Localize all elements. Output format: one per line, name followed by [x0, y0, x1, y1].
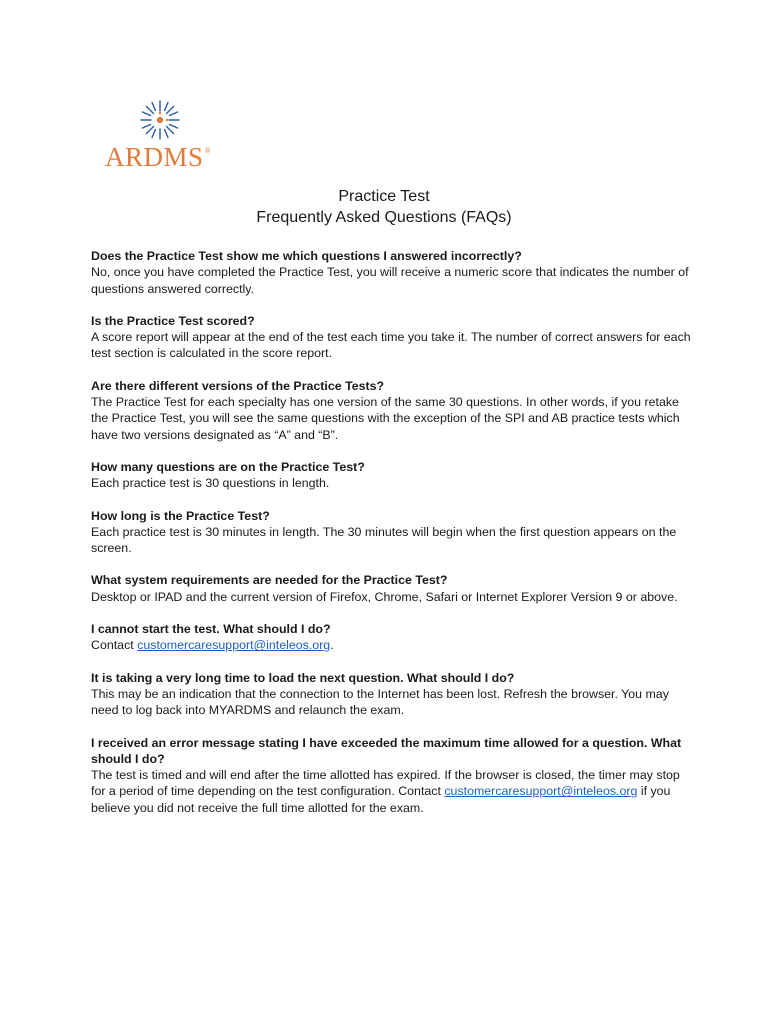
faq-item: [91, 670, 691, 719]
faq-item: [91, 735, 691, 816]
faq-item: [91, 313, 691, 362]
faq-answer: No, once you have completed the Practice Test, you will receive a numeric score that indicates the number of questions answered correctly.: [91, 265, 689, 296]
title-line-2: Frequently Asked Questions (FAQs): [256, 209, 512, 226]
faq-item: [91, 508, 691, 557]
support-email-link[interactable]: customercaresupport@inteleos.org: [137, 638, 331, 653]
faq-question: How long is the Practice Test?: [91, 508, 270, 523]
faq-answer: This may be an indication that the connection to the Internet has been lost. Refresh the browser. You may need to log back into MYARDMS and relaunch the exam.: [91, 686, 669, 718]
logo-text: ARDMS: [105, 142, 204, 172]
faq-item: [91, 621, 691, 654]
answer-text: .: [330, 638, 334, 653]
faq-answer: A score report will appear at the end of the test each time you take it. The number of correct answers for each test section is calculated in the score report.: [91, 330, 691, 361]
faq-question: Does the Practice Test show me which questions I answered incorrectly?: [91, 249, 522, 263]
faq-answer: [91, 637, 691, 653]
faq-item: [91, 378, 691, 443]
faq-answer: The Practice Test for each specialty has one version of the same 30 questions. In other words, if you retake the Practice Test, you will see the same questions with the exception of the SPI and AB practice tests which have two versions designated as “A” and “B”.: [91, 395, 680, 442]
faq-item: [91, 459, 691, 492]
title-line-1: Practice Test: [338, 188, 430, 205]
faq-answer: Desktop or IPAD and the current version of Firefox, Chrome, Safari or Internet Explorer Version 9 or above.: [91, 589, 678, 604]
logo-wordmark: [105, 142, 211, 173]
faq-answer: Each practice test is 30 minutes in length. The 30 minutes will begin when the first question appears on the screen.: [91, 524, 677, 556]
answer-text: if you believe you did not receive the full time allotted for the exam.: [91, 784, 671, 815]
faq-question: What system requirements are needed for the Practice Test?: [91, 573, 448, 588]
faq-question: I cannot start the test. What should I do?: [91, 622, 331, 637]
faq-answer: Each practice test is 30 questions in length.: [91, 476, 330, 491]
faq-item: [91, 248, 691, 297]
starburst-icon: [138, 98, 182, 142]
faq-question: I received an error message stating I have exceeded the maximum time allowed for a question. What should I do?: [91, 735, 682, 766]
faq-question: Is the Practice Test scored?: [91, 313, 255, 328]
faq-answer: [91, 767, 691, 816]
registered-mark: ®: [204, 146, 212, 155]
answer-text: The test is timed and will end after the time allotted has expired. If the browser is closed, the timer may stop for a period of time depending on the test configuration. Contact: [91, 768, 680, 799]
answer-text: Contact: [91, 638, 138, 653]
faq-question: It is taking a very long time to load the next question. What should I do?: [91, 670, 515, 685]
faq-list: [91, 248, 691, 832]
faq-item: [91, 572, 691, 605]
ardms-logo: [105, 98, 225, 178]
support-email-link[interactable]: customercaresupport@inteleos.org: [444, 784, 638, 799]
faq-question: How many questions are on the Practice Test?: [91, 459, 365, 474]
document-title: [0, 186, 768, 228]
faq-question: Are there different versions of the Practice Tests?: [91, 378, 385, 393]
